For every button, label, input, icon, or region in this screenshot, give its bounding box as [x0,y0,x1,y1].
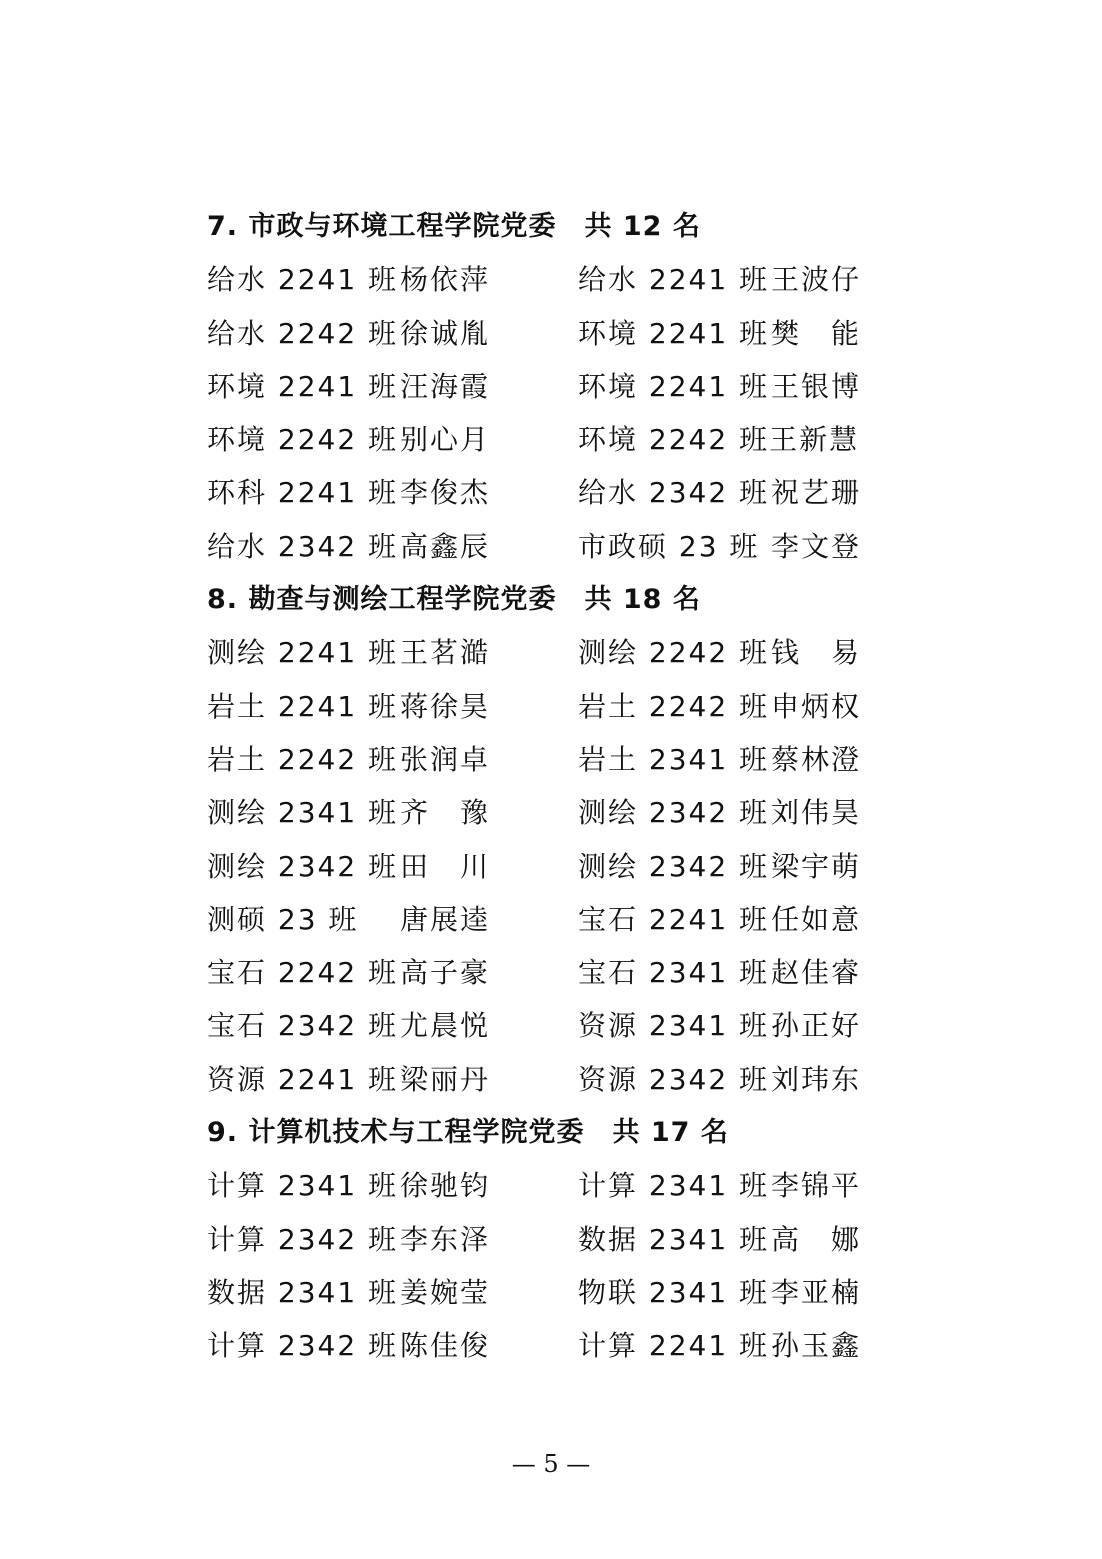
class-name: 给水 2241 班 [578,263,770,297]
list-item [578,680,861,733]
section-count: 共 12 名 [584,211,701,242]
list-row [207,893,907,946]
student-name: 樊 能 [771,316,862,350]
student-name: 徐诚胤 [400,316,491,350]
section-heading-text: 9. 计算机技术与工程学院党委 [207,1117,585,1149]
list-row [207,360,907,413]
student-name: 徐驰钧 [400,1169,491,1203]
student-name: 唐展逵 [400,902,491,936]
section-title [207,1106,907,1159]
list-item [578,307,861,360]
class-name: 给水 2241 班 [207,263,399,297]
list-item [578,946,861,999]
list-item [207,626,578,679]
student-name: 申炳权 [771,689,862,723]
class-name: 宝石 2341 班 [578,956,770,990]
class-name: 宝石 2242 班 [207,956,399,990]
list-item [578,466,861,519]
class-name: 测硕 23 班 [207,902,359,936]
list-item [207,946,578,999]
class-name: 环境 2241 班 [578,316,770,350]
list-row [207,253,907,306]
list-item [207,786,578,839]
class-name: 宝石 2241 班 [578,902,770,936]
student-name: 李亚楠 [771,1275,862,1309]
list-item [207,1266,578,1319]
list-item [207,307,578,360]
student-name: 赵佳睿 [771,956,862,990]
list-item [578,520,861,573]
list-item [207,1159,578,1212]
list-row [207,626,907,679]
class-name: 市政硕 23 班 [578,529,760,563]
class-name: 给水 2242 班 [207,316,399,350]
student-name: 孙玉鑫 [771,1329,862,1363]
list-item [578,1213,861,1266]
student-name: 高子豪 [400,956,491,990]
class-name: 数据 2341 班 [578,1222,770,1256]
list-row [207,413,907,466]
list-row [207,1319,907,1372]
class-name: 测绘 2342 班 [578,796,770,830]
list-item [207,1213,578,1266]
list-item [207,1319,578,1372]
list-row [207,1159,907,1212]
list-item [578,1053,861,1106]
list-row [207,1266,907,1319]
class-name: 资源 2341 班 [578,1009,770,1043]
class-name: 环境 2241 班 [207,369,399,403]
list-row [207,1213,907,1266]
list-row [207,733,907,786]
list-row [207,1053,907,1106]
class-name: 数据 2341 班 [207,1275,399,1309]
section-count: 共 17 名 [612,1117,729,1149]
class-name: 计算 2342 班 [207,1329,399,1363]
list-item [578,360,861,413]
student-name: 王茗澔 [400,636,491,670]
class-name: 宝石 2342 班 [207,1009,399,1043]
student-name: 任如意 [771,902,862,936]
student-name: 祝艺珊 [771,476,862,510]
section-title [207,573,907,626]
student-name: 钱 易 [771,636,862,670]
list-item [207,999,578,1052]
list-row [207,520,907,573]
student-name: 陈佳俊 [400,1329,491,1363]
class-name: 测绘 2341 班 [207,796,399,830]
class-name: 计算 2241 班 [578,1329,770,1363]
student-name: 梁宇萌 [771,849,862,883]
student-name: 李俊杰 [400,476,491,510]
class-name: 岩土 2242 班 [578,689,770,723]
student-name: 别心月 [400,423,491,457]
student-name: 梁丽丹 [400,1062,491,1096]
class-name: 计算 2341 班 [578,1169,770,1203]
class-name: 物联 2341 班 [578,1275,770,1309]
list-item [207,466,578,519]
list-item [578,1319,861,1372]
class-name: 环境 2241 班 [578,369,770,403]
student-name: 刘伟昊 [771,796,862,830]
student-name: 王银博 [771,369,862,403]
class-name: 测绘 2342 班 [207,849,399,883]
list-item [207,253,578,306]
list-item [207,520,578,573]
list-item [207,413,578,466]
student-name: 王新慧 [769,423,860,457]
section-count: 共 18 名 [584,584,701,616]
class-name: 环境 2242 班 [207,423,399,457]
list-row [207,680,907,733]
list-item [578,999,861,1052]
student-name: 王波仔 [771,263,862,297]
student-name: 姜婉莹 [400,1275,491,1309]
student-name: 蔡林澄 [771,742,862,776]
class-name: 测绘 2241 班 [207,636,399,670]
document-body [207,200,907,1373]
class-name: 测绘 2342 班 [578,849,770,883]
student-name: 杨依萍 [400,263,491,297]
student-name: 孙正好 [771,1009,862,1043]
list-row [207,999,907,1052]
list-item [207,1053,578,1106]
section-title [207,200,907,253]
list-item [578,413,859,466]
list-row [207,946,907,999]
list-item [207,680,578,733]
list-item [578,733,861,786]
list-row [207,466,907,519]
class-name: 计算 2341 班 [207,1169,399,1203]
list-item [578,840,861,893]
list-row [207,786,907,839]
student-name: 高鑫辰 [400,529,491,563]
student-name: 张润卓 [400,742,491,776]
class-name: 给水 2342 班 [207,529,399,563]
page-number: — 5 — [511,1450,591,1478]
list-item [207,733,578,786]
student-name: 高 娜 [771,1222,862,1256]
list-item [578,253,861,306]
student-name: 李锦平 [771,1169,862,1203]
student-name: 尤晨悦 [400,1009,491,1043]
class-name: 岩土 2341 班 [578,742,770,776]
class-name: 测绘 2242 班 [578,636,770,670]
list-item [578,626,861,679]
class-name: 给水 2342 班 [578,476,770,510]
class-name: 资源 2342 班 [578,1062,770,1096]
student-name: 汪海霞 [400,369,491,403]
class-name: 岩土 2241 班 [207,689,399,723]
student-name: 齐 豫 [400,796,491,830]
list-item [207,840,578,893]
list-item [207,893,578,946]
section-heading-text: 8. 勘查与测绘工程学院党委 [207,584,557,616]
list-item [578,1159,861,1212]
class-name: 计算 2342 班 [207,1222,399,1256]
student-name: 蒋徐昊 [400,689,491,723]
class-name: 岩土 2242 班 [207,742,399,776]
student-name: 刘玮东 [771,1062,862,1096]
list-item [578,893,861,946]
student-name: 田 川 [400,849,491,883]
student-name: 李文登 [771,529,862,563]
section-heading-text: 7. 市政与环境工程学院党委 [207,211,557,242]
list-item [578,1266,861,1319]
list-row [207,840,907,893]
list-item [207,360,578,413]
class-name: 环科 2241 班 [207,476,399,510]
list-item [578,786,861,839]
class-name: 资源 2241 班 [207,1062,399,1096]
list-row [207,307,907,360]
class-name: 环境 2242 班 [578,423,770,457]
student-name: 李东泽 [400,1222,491,1256]
